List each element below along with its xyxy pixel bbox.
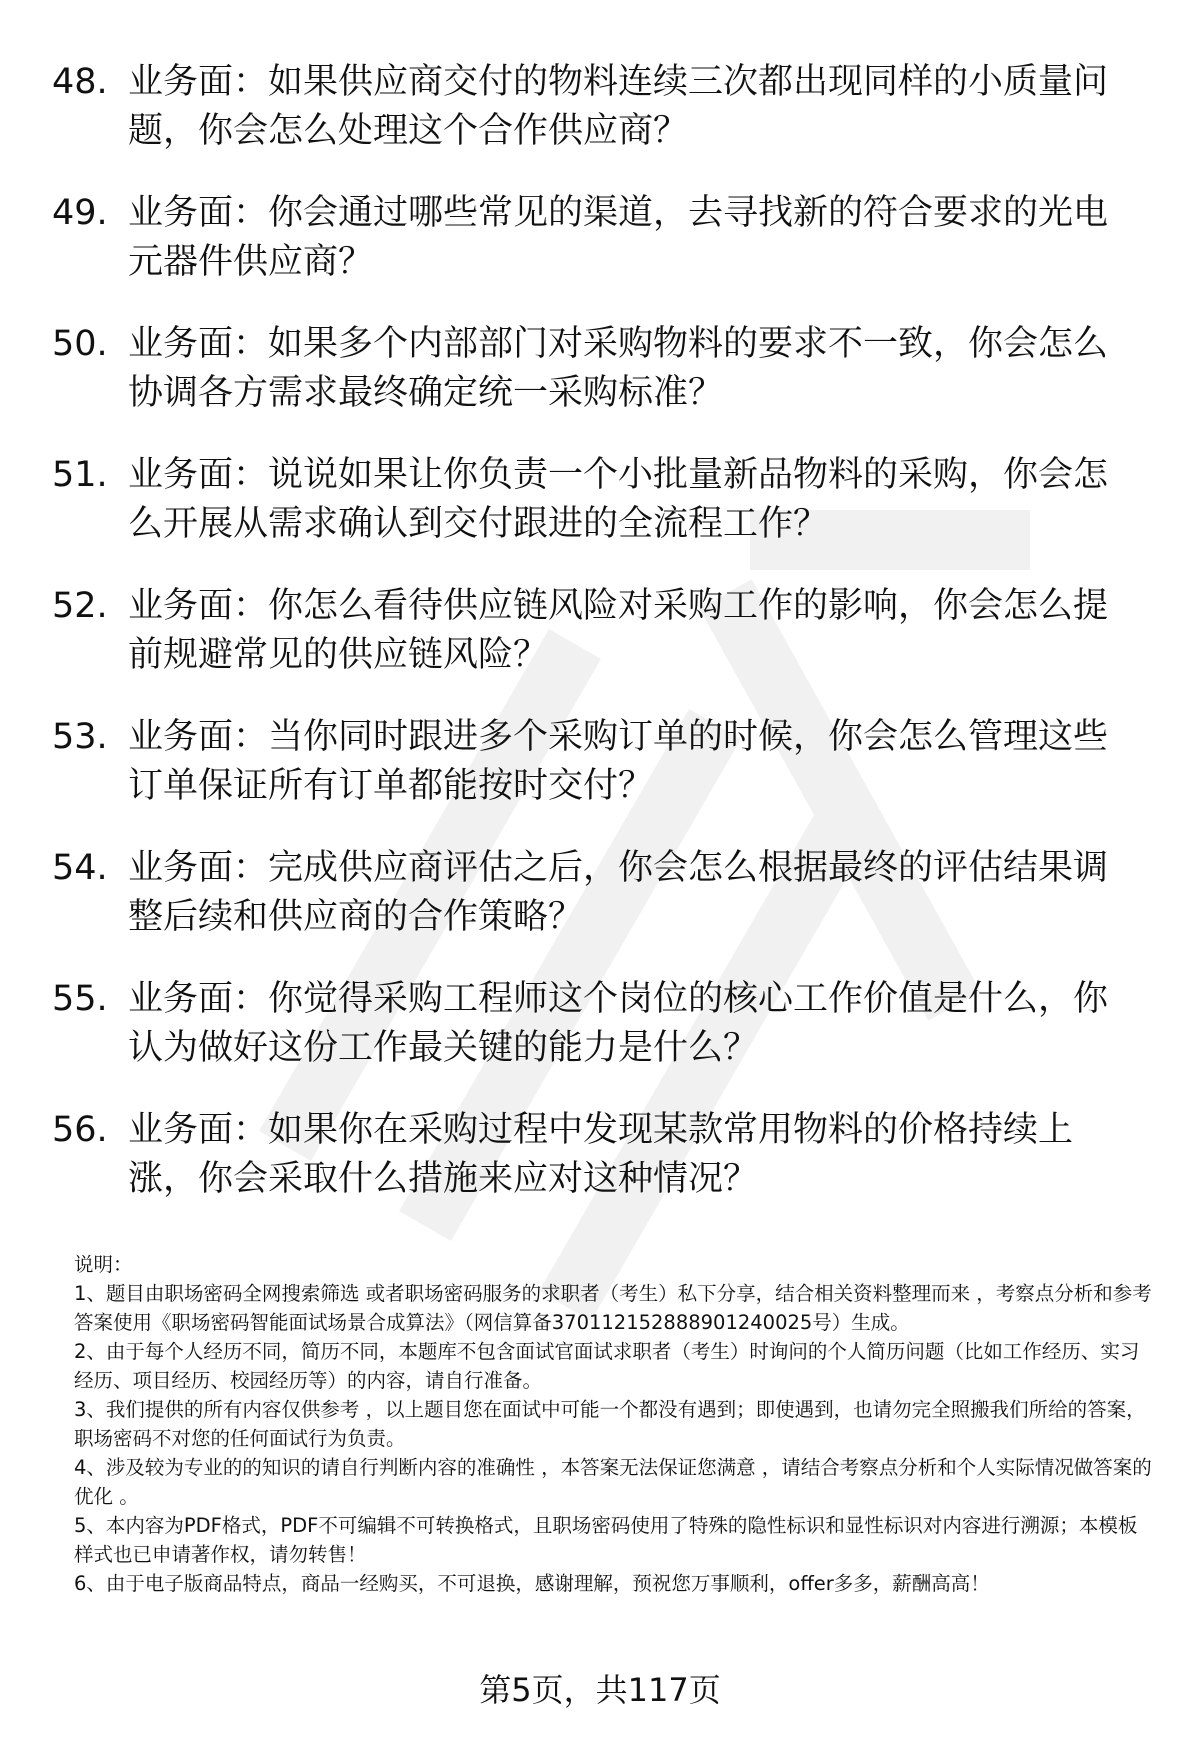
question-number: 49. — [52, 193, 108, 233]
note-item-4: 4、涉及较为专业的的知识的请自行判断内容的准确性 ，本答案无法保证您满意 ，请结合考察点分析和个人实际情况做答案的优化 。 — [74, 1456, 1152, 1508]
notes-title: 说明： — [74, 1253, 133, 1276]
note-item-6: 6、由于电子版商品特点，商品一经购买，不可退换，感谢理解，预祝您万事顺利，offer多多，薪酬高高！ — [74, 1572, 990, 1595]
note-item-1: 1、题目由职场密码全网搜索筛选 或者职场密码服务的求职者（考生）私下分享，结合相关资料整理而来 ，考察点分析和参考答案使用《职场密码智能面试场景合成算法》（网信算备370112152888901240025号）生成。 — [74, 1282, 1152, 1334]
question-item-49 — [52, 189, 1152, 320]
question-number: 51. — [52, 455, 108, 495]
question-number: 50. — [52, 324, 108, 364]
note-item-3: 3、我们提供的所有内容仅供参考 ，以上题目您在面试中可能一个都没有遇到；即使遇到，也请勿完全照搬我们所给的答案，职场密码不对您的任何面试行为负责。 — [74, 1398, 1146, 1450]
question-number: 56. — [52, 1110, 108, 1150]
question-text: 业务面：如果你在采购过程中发现某款常用物料的价格持续上涨，你会采取什么措施来应对这种情况？ — [128, 1110, 1074, 1199]
question-text: 业务面：当你同时跟进多个采购订单的时候，你会怎么管理这些订单保证所有订单都能按时交付？ — [128, 717, 1109, 806]
note-item-5: 5、本内容为PDF格式，PDF不可编辑不可转换格式，且职场密码使用了特殊的隐性标识和显性标识对内容进行溯源；本模板样式也已申请著作权，请勿转售！ — [74, 1514, 1138, 1566]
question-item-56 — [52, 1106, 1152, 1237]
question-number: 52. — [52, 586, 108, 626]
question-item-53 — [52, 713, 1152, 844]
question-list — [52, 58, 1152, 1237]
question-text: 业务面：你觉得采购工程师这个岗位的核心工作价值是什么，你认为做好这份工作最关键的能力是什么？ — [128, 979, 1109, 1068]
question-text: 业务面：说说如果让你负责一个小批量新品物料的采购，你会怎么开展从需求确认到交付跟进的全流程工作？ — [128, 455, 1109, 544]
page-number: 第5页，共117页 — [479, 1671, 721, 1709]
question-item-48 — [52, 58, 1152, 189]
question-text: 业务面：如果供应商交付的物料连续三次都出现同样的小质量问题，你会怎么处理这个合作供应商？ — [128, 62, 1109, 151]
notes-section — [74, 1250, 1154, 1598]
question-text: 业务面：你怎么看待供应链风险对采购工作的影响，你会怎么提前规避常见的供应链风险？ — [128, 586, 1109, 675]
question-number: 48. — [52, 62, 108, 102]
question-item-52 — [52, 582, 1152, 713]
question-text: 业务面：如果多个内部部门对采购物料的要求不一致，你会怎么协调各方需求最终确定统一采购标准？ — [128, 324, 1109, 413]
question-text: 业务面：完成供应商评估之后，你会怎么根据最终的评估结果调整后续和供应商的合作策略？ — [128, 848, 1109, 937]
question-number: 53. — [52, 717, 108, 757]
question-item-54 — [52, 844, 1152, 975]
question-item-51 — [52, 451, 1152, 582]
question-text: 业务面：你会通过哪些常见的渠道，去寻找新的符合要求的光电元器件供应商？ — [128, 193, 1109, 282]
question-item-50 — [52, 320, 1152, 451]
question-item-55 — [52, 975, 1152, 1106]
note-item-2: 2、由于每个人经历不同，简历不同，本题库不包含面试官面试求职者（考生）时询问的个人简历问题（比如工作经历、实习经历、项目经历、校园经历等）的内容，请自行准备。 — [74, 1340, 1140, 1392]
question-number: 54. — [52, 848, 108, 888]
question-number: 55. — [52, 979, 108, 1019]
